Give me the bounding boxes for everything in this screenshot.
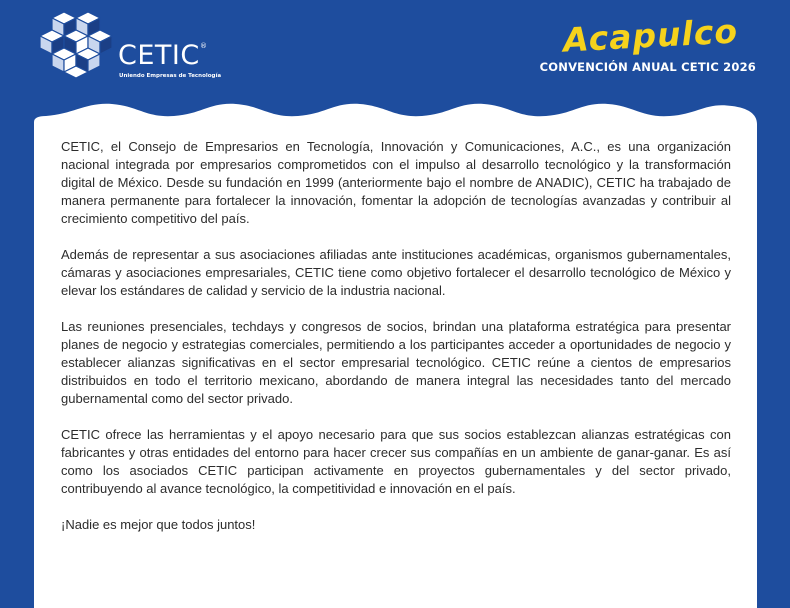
paragraph-intro: CETIC, el Consejo de Empresarios en Tecnología, Innovación y Comunicaciones, A.C., es una organización nacional integrada por empresarios comprometidos con el impulso al desarrollo tecnológico y la transformación digital de México. Desde su fundación en 1999 (anteriormente bajo el nombre de ANADIC), CETIC ha trabajado de manera permanente para fortalecer la innovación, fomentar la adopción de tecnologías avanzadas y contribuir al crecimiento competitivo del país.	[61, 139, 731, 226]
wave-divider	[34, 96, 757, 130]
logo-tagline: Uniendo Empresas de Tecnología	[119, 73, 222, 79]
acapulco-script-title: Acapulco	[562, 11, 739, 60]
cube-cluster-icon	[38, 10, 116, 82]
registered-mark: ®	[200, 42, 207, 50]
content-body	[61, 138, 731, 552]
logo-wordmark: CETIC	[118, 40, 200, 71]
paragraph-meetings: Las reuniones presenciales, techdays y congresos de socios, brindan una plataforma estratégica para presentar planes de negocio y estrategias comerciales, permitiendo a los participantes acceder a oportunidades de negocio y establecer alianzas significativas en el sector empresarial tecnológico. CETIC reúne a cientos de empresarios distribuidos en todo el territorio mexicano, abordando de manera integral las necesidades tanto del mercado gubernamental como del sector privado.	[61, 319, 731, 406]
closing-slogan: ¡Nadie es mejor que todos juntos!	[61, 517, 256, 532]
paragraph-representation: Además de representar a sus asociaciones afiliadas ante instituciones académicas, organismos gubernamentales, cámaras y asociaciones empresariales, CETIC tiene como objetivo fortalecer el desarrollo tecnológico de México y elevar los estándares de calidad y servicio de la industria nacional.	[61, 247, 731, 298]
paragraph-alliances: CETIC ofrece las herramientas y el apoyo necesario para que sus socios establezcan alianzas estratégicas con fabricantes y otras entidades del entorno para hacer crecer sus compañías en un ambiente de ganar-ganar. Es así como los asociados CETIC participan activamente en proyectos gubernamentales y del sector privado, contribuyendo al avance tecnológico, la competitividad e innovación en el país.	[61, 427, 731, 496]
cetic-logo	[38, 10, 222, 82]
event-name: CONVENCIÓN ANUAL CETIC 2026	[539, 60, 756, 74]
